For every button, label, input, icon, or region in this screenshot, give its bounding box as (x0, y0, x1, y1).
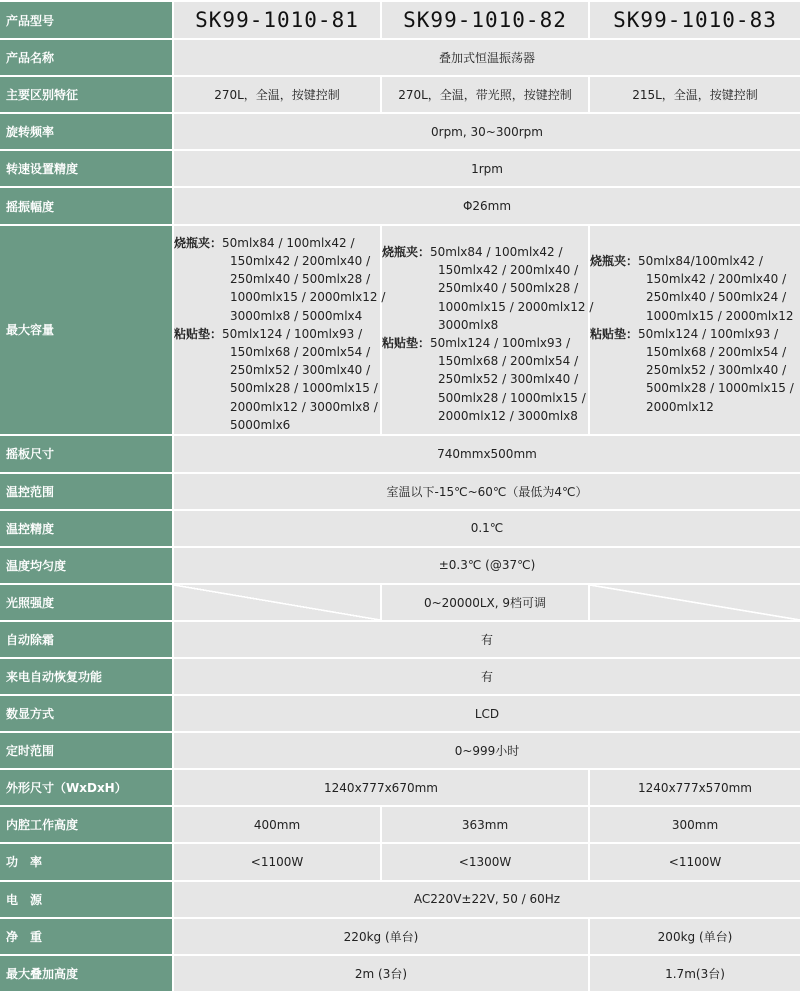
value-accuracy: 1rpm (172, 151, 800, 186)
row-name (0, 40, 800, 75)
label-supply: 电 源 (0, 882, 172, 917)
capacity-line: 150mlx68 / 200mlx54 / (230, 345, 371, 360)
capacity-line: 50mlx124 / 100mlx93 / (638, 326, 779, 341)
capacity-line: 50mlx84 / 100mlx42 / (430, 244, 563, 259)
capacity-line: 250mlx52 / 300mlx40 / (646, 363, 787, 378)
flask-clamp-label: 烧瓶夹： (174, 235, 223, 250)
row-stack (0, 956, 800, 991)
value-recovery: 有 (172, 659, 800, 694)
chamber-82: 363mm (380, 807, 588, 842)
model-83: SK99-1010-83 (588, 2, 800, 38)
label-weight: 净 重 (0, 919, 172, 954)
chamber-83: 300mm (588, 807, 800, 842)
label-features: 主要区别特征 (0, 77, 172, 112)
row-weight (0, 919, 800, 954)
capacity-line: 250mlx40 / 500mlx28 / (438, 281, 579, 296)
label-name: 产品名称 (0, 40, 172, 75)
row-display (0, 696, 800, 731)
value-uniformity: ±0.3℃ (@37℃) (172, 548, 800, 583)
label-accuracy: 转速设置精度 (0, 151, 172, 186)
row-uniformity (0, 548, 800, 583)
label-model: 产品型号 (0, 2, 172, 38)
capacity-line: 50mlx84 / 100mlx42 / (222, 235, 355, 250)
row-light (0, 585, 800, 620)
capacity-line: 500mlx28 / 1000mlx15 / (646, 381, 794, 396)
value-amplitude: Φ26mm (172, 188, 800, 223)
row-speed (0, 114, 800, 149)
value-timer: 0~999小时 (172, 733, 800, 768)
capacity-line: 150mlx42 / 200mlx40 / (646, 272, 787, 287)
capacity-line: 1000mlx15 / 2000mlx12 (646, 308, 794, 323)
features-81: 270L，全温，按键控制 (172, 77, 380, 112)
features-82: 270L，全温，带光照，按键控制 (380, 77, 588, 112)
value-board: 740mmx500mm (172, 436, 800, 471)
capacity-line: 5000mlx6 (230, 417, 291, 432)
capacity-line: 1000mlx15 / 2000mlx12 / (438, 299, 594, 314)
row-amplitude (0, 188, 800, 223)
model-82: SK99-1010-82 (380, 2, 588, 38)
row-model (0, 2, 800, 38)
model-81: SK99-1010-81 (172, 2, 380, 38)
value-dims-83: 1240x777x570mm (588, 770, 800, 805)
label-defrost: 自动除霜 (0, 622, 172, 657)
row-timer (0, 733, 800, 768)
sticky-pad-label: 粘贴垫： (382, 335, 431, 350)
value-speed: 0rpm, 30~300rpm (172, 114, 800, 149)
value-name: 叠加式恒温振荡器 (172, 40, 800, 75)
row-board (0, 436, 800, 471)
capacity-line: 3000mlx8 (438, 317, 499, 332)
row-defrost (0, 622, 800, 657)
label-dims: 外形尺寸（WxDxH） (0, 770, 172, 805)
row-capacity (0, 226, 800, 435)
value-stack-83: 1.7m(3台) (588, 956, 800, 991)
label-speed: 旋转频率 (0, 114, 172, 149)
capacity-line: 50mlx84/100mlx42 / (638, 254, 763, 269)
value-dims-81-82: 1240x777x670mm (172, 770, 588, 805)
value-temp-range: 室温以下-15℃~60℃（最低为4℃） (172, 474, 800, 509)
capacity-line: 1000mlx15 / 2000mlx12 / (230, 290, 386, 305)
power-81: <1100W (172, 844, 380, 879)
row-power (0, 844, 800, 879)
row-chamber (0, 807, 800, 842)
row-dims (0, 770, 800, 805)
row-supply (0, 882, 800, 917)
value-light: 0~20000LX, 9档可调 (380, 585, 588, 620)
value-weight-83: 200kg (单台) (588, 919, 800, 954)
power-83: <1100W (588, 844, 800, 879)
capacity-line: 2000mlx12 / 3000mlx8 / (230, 399, 378, 414)
capacity-line: 250mlx52 / 300mlx40 / (438, 372, 579, 387)
label-amplitude: 摇振幅度 (0, 188, 172, 223)
capacity-line: 50mlx124 / 100mlx93 / (222, 326, 363, 341)
row-features (0, 77, 800, 112)
row-recovery (0, 659, 800, 694)
light-81-not-applicable (172, 585, 380, 620)
capacity-82 (380, 226, 594, 435)
value-stack-81-82: 2m (3台) (172, 956, 588, 991)
value-weight-81-82: 220kg (单台) (172, 919, 588, 954)
value-temp-accuracy: 0.1℃ (172, 511, 800, 546)
label-timer: 定时范围 (0, 733, 172, 768)
label-temp-range: 温控范围 (0, 474, 172, 509)
capacity-line: 2000mlx12 (646, 399, 714, 414)
value-display: LCD (172, 696, 800, 731)
label-chamber: 内腔工作高度 (0, 807, 172, 842)
label-display: 数显方式 (0, 696, 172, 731)
flask-clamp-label: 烧瓶夹： (382, 244, 431, 259)
light-83-not-applicable (588, 585, 800, 620)
capacity-line: 250mlx40 / 500mlx28 / (230, 272, 371, 287)
chamber-81: 400mm (172, 807, 380, 842)
capacity-83 (588, 226, 800, 435)
power-82: <1300W (380, 844, 588, 879)
label-temp-accuracy: 温控精度 (0, 511, 172, 546)
capacity-line: 50mlx124 / 100mlx93 / (430, 335, 571, 350)
capacity-line: 500mlx28 / 1000mlx15 / (230, 381, 378, 396)
label-board: 摇板尺寸 (0, 436, 172, 471)
capacity-line: 150mlx42 / 200mlx40 / (230, 254, 371, 269)
label-recovery: 来电自动恢复功能 (0, 659, 172, 694)
value-supply: AC220V±22V, 50 / 60Hz (172, 882, 800, 917)
label-power: 功 率 (0, 844, 172, 879)
label-light: 光照强度 (0, 585, 172, 620)
label-uniformity: 温度均匀度 (0, 548, 172, 583)
label-stack: 最大叠加高度 (0, 956, 172, 991)
capacity-line: 250mlx40 / 500mlx24 / (646, 290, 787, 305)
capacity-line: 150mlx42 / 200mlx40 / (438, 263, 579, 278)
sticky-pad-label: 粘贴垫： (590, 326, 639, 341)
features-83: 215L，全温，按键控制 (588, 77, 800, 112)
row-temp-accuracy (0, 511, 800, 546)
sticky-pad-label: 粘贴垫： (174, 326, 223, 341)
row-accuracy (0, 151, 800, 186)
capacity-line: 150mlx68 / 200mlx54 / (438, 354, 579, 369)
capacity-line: 250mlx52 / 300mlx40 / (230, 363, 371, 378)
capacity-line: 150mlx68 / 200mlx54 / (646, 345, 787, 360)
capacity-line: 3000mlx8 / 5000mlx4 (230, 308, 363, 323)
row-temp-range (0, 474, 800, 509)
label-capacity: 最大容量 (0, 226, 172, 435)
value-defrost: 有 (172, 622, 800, 657)
flask-clamp-label: 烧瓶夹： (590, 254, 639, 269)
capacity-81 (172, 226, 386, 435)
capacity-line: 2000mlx12 / 3000mlx8 (438, 408, 578, 423)
capacity-line: 500mlx28 / 1000mlx15 / (438, 390, 586, 405)
